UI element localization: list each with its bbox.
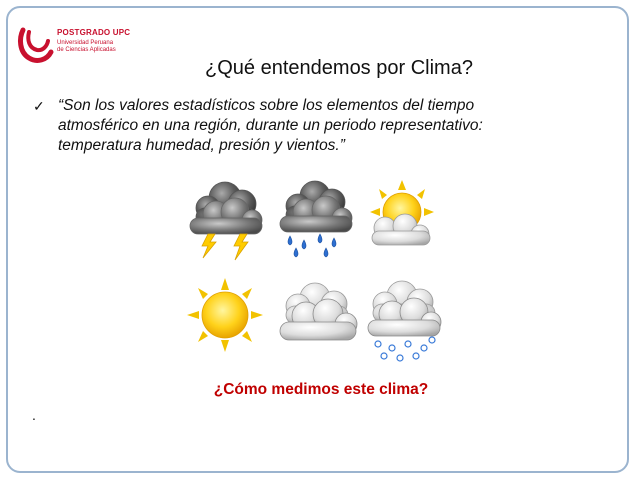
logo-line-3: de Ciencias Aplicadas xyxy=(57,47,116,53)
checkmark-icon: ✓ xyxy=(33,98,45,114)
overcast-cloud-icon xyxy=(280,283,357,340)
sun-icon xyxy=(187,278,263,352)
slide-title: ¿Qué entendemos por Clima? xyxy=(205,57,473,79)
snow-cloud-icon xyxy=(368,281,441,361)
rain-cloud-icon xyxy=(280,181,352,257)
sun-behind-cloud-icon xyxy=(370,180,434,245)
weather-icons-image xyxy=(180,176,450,366)
question-text: ¿Cómo medimos este clima? xyxy=(213,381,429,398)
quote-line-3: temperatura humedad, presión y vientos.” xyxy=(58,137,345,154)
quote-line-1: “Son los valores estadísticos sobre los elementos del tiempo xyxy=(58,97,475,114)
quote-line-2: atmosférico en una región, durante un periodo representativo: xyxy=(58,117,483,134)
trailing-mark: . xyxy=(32,407,36,423)
logo-title: POSTGRADO UPC xyxy=(57,28,131,37)
definition-quote xyxy=(58,96,578,156)
thunderstorm-cloud-icon xyxy=(190,182,262,260)
logo-line-2: Universidad Peruana xyxy=(57,40,114,46)
